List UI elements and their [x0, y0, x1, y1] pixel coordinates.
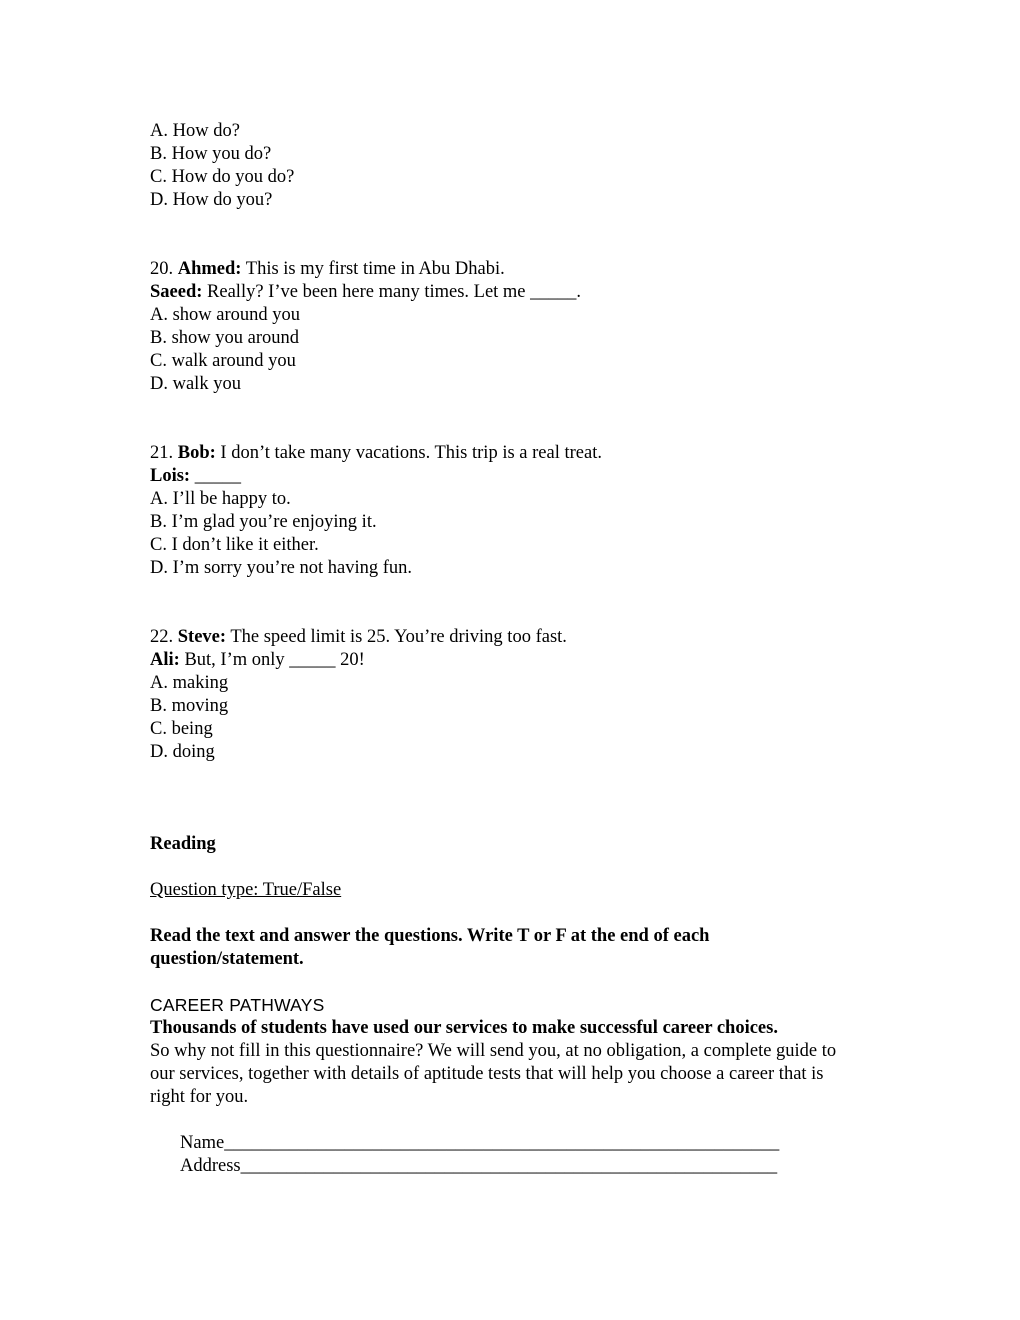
instruction: Read the text and answer the questions. Write T or F at the end of each question/statement. — [150, 926, 710, 969]
question-20 — [150, 258, 870, 396]
address-blank[interactable]: __________________________________________________________ — [240, 1156, 778, 1176]
speaker-line: The speed limit is 25. You’re driving too fast. — [226, 627, 567, 647]
speaker-name: Saeed: — [150, 282, 203, 302]
question-response — [150, 649, 870, 672]
question-19 — [150, 120, 870, 212]
option-a: A. I’ll be happy to. — [150, 489, 291, 509]
document-page — [150, 120, 870, 1178]
name-label: Name — [180, 1133, 225, 1153]
question-type: Question type: True/False — [150, 880, 342, 900]
passage-body: So why not fill in this questionnaire? We will send you, at no obligation, a complete guide to our services, together with details of aptitude tests that will help you choose a career that is right for you. — [150, 1041, 837, 1107]
speaker-line: _____ — [190, 466, 241, 486]
speaker-name: Bob: — [177, 443, 216, 463]
question-prompt — [150, 626, 870, 649]
spacer — [150, 764, 870, 833]
speaker-name: Steve: — [177, 627, 227, 647]
option-b: B. I’m glad you’re enjoying it. — [150, 512, 377, 532]
question-22 — [150, 626, 870, 764]
option-b: B. How you do? — [150, 144, 272, 164]
passage-title: CAREER PATHWAYS — [150, 995, 325, 1015]
question-number: 20. — [150, 259, 174, 279]
speaker-name: Lois: — [150, 466, 191, 486]
address-label: Address — [180, 1156, 241, 1176]
name-blank[interactable]: ____________________________________________________________ — [224, 1133, 780, 1153]
spacer — [150, 396, 870, 442]
option-a: A. How do? — [150, 121, 240, 141]
option-c: C. How do you do? — [150, 167, 295, 187]
option-a: A. making — [150, 673, 229, 693]
speaker-name: Ali: — [150, 650, 180, 670]
spacer — [150, 902, 870, 925]
option-c: C. I don’t like it either. — [150, 535, 319, 555]
option-d: D. doing — [150, 742, 215, 762]
spacer — [150, 856, 870, 879]
question-response — [150, 465, 870, 488]
section-heading: Reading — [150, 834, 216, 854]
spacer — [150, 212, 870, 258]
question-number: 22. — [150, 627, 174, 647]
speaker-line: I don’t take many vacations. This trip is a real treat. — [215, 443, 602, 463]
reading-section — [150, 833, 870, 1178]
option-b: B. moving — [150, 696, 229, 716]
speaker-line: But, I’m only _____ 20! — [179, 650, 365, 670]
option-d: D. walk you — [150, 374, 241, 394]
passage-lead: Thousands of students have used our services to make successful career choices. — [150, 1018, 778, 1038]
spacer — [150, 580, 870, 626]
question-number: 21. — [150, 443, 174, 463]
option-c: C. walk around you — [150, 351, 296, 371]
speaker-line: Really? I’ve been here many times. Let me _____. — [202, 282, 582, 302]
spacer — [150, 1109, 870, 1132]
question-response — [150, 281, 870, 304]
speaker-line: This is my first time in Abu Dhabi. — [241, 259, 505, 279]
question-prompt — [150, 442, 870, 465]
question-prompt — [150, 258, 870, 281]
option-c: C. being — [150, 719, 213, 739]
question-21 — [150, 442, 870, 580]
speaker-name: Ahmed: — [177, 259, 242, 279]
option-a: A. show around you — [150, 305, 301, 325]
option-b: B. show you around — [150, 328, 300, 348]
option-d: D. I’m sorry you’re not having fun. — [150, 558, 413, 578]
address-field[interactable] — [150, 1155, 870, 1178]
spacer — [150, 971, 870, 994]
option-d: D. How do you? — [150, 190, 273, 210]
name-field[interactable] — [150, 1132, 870, 1155]
